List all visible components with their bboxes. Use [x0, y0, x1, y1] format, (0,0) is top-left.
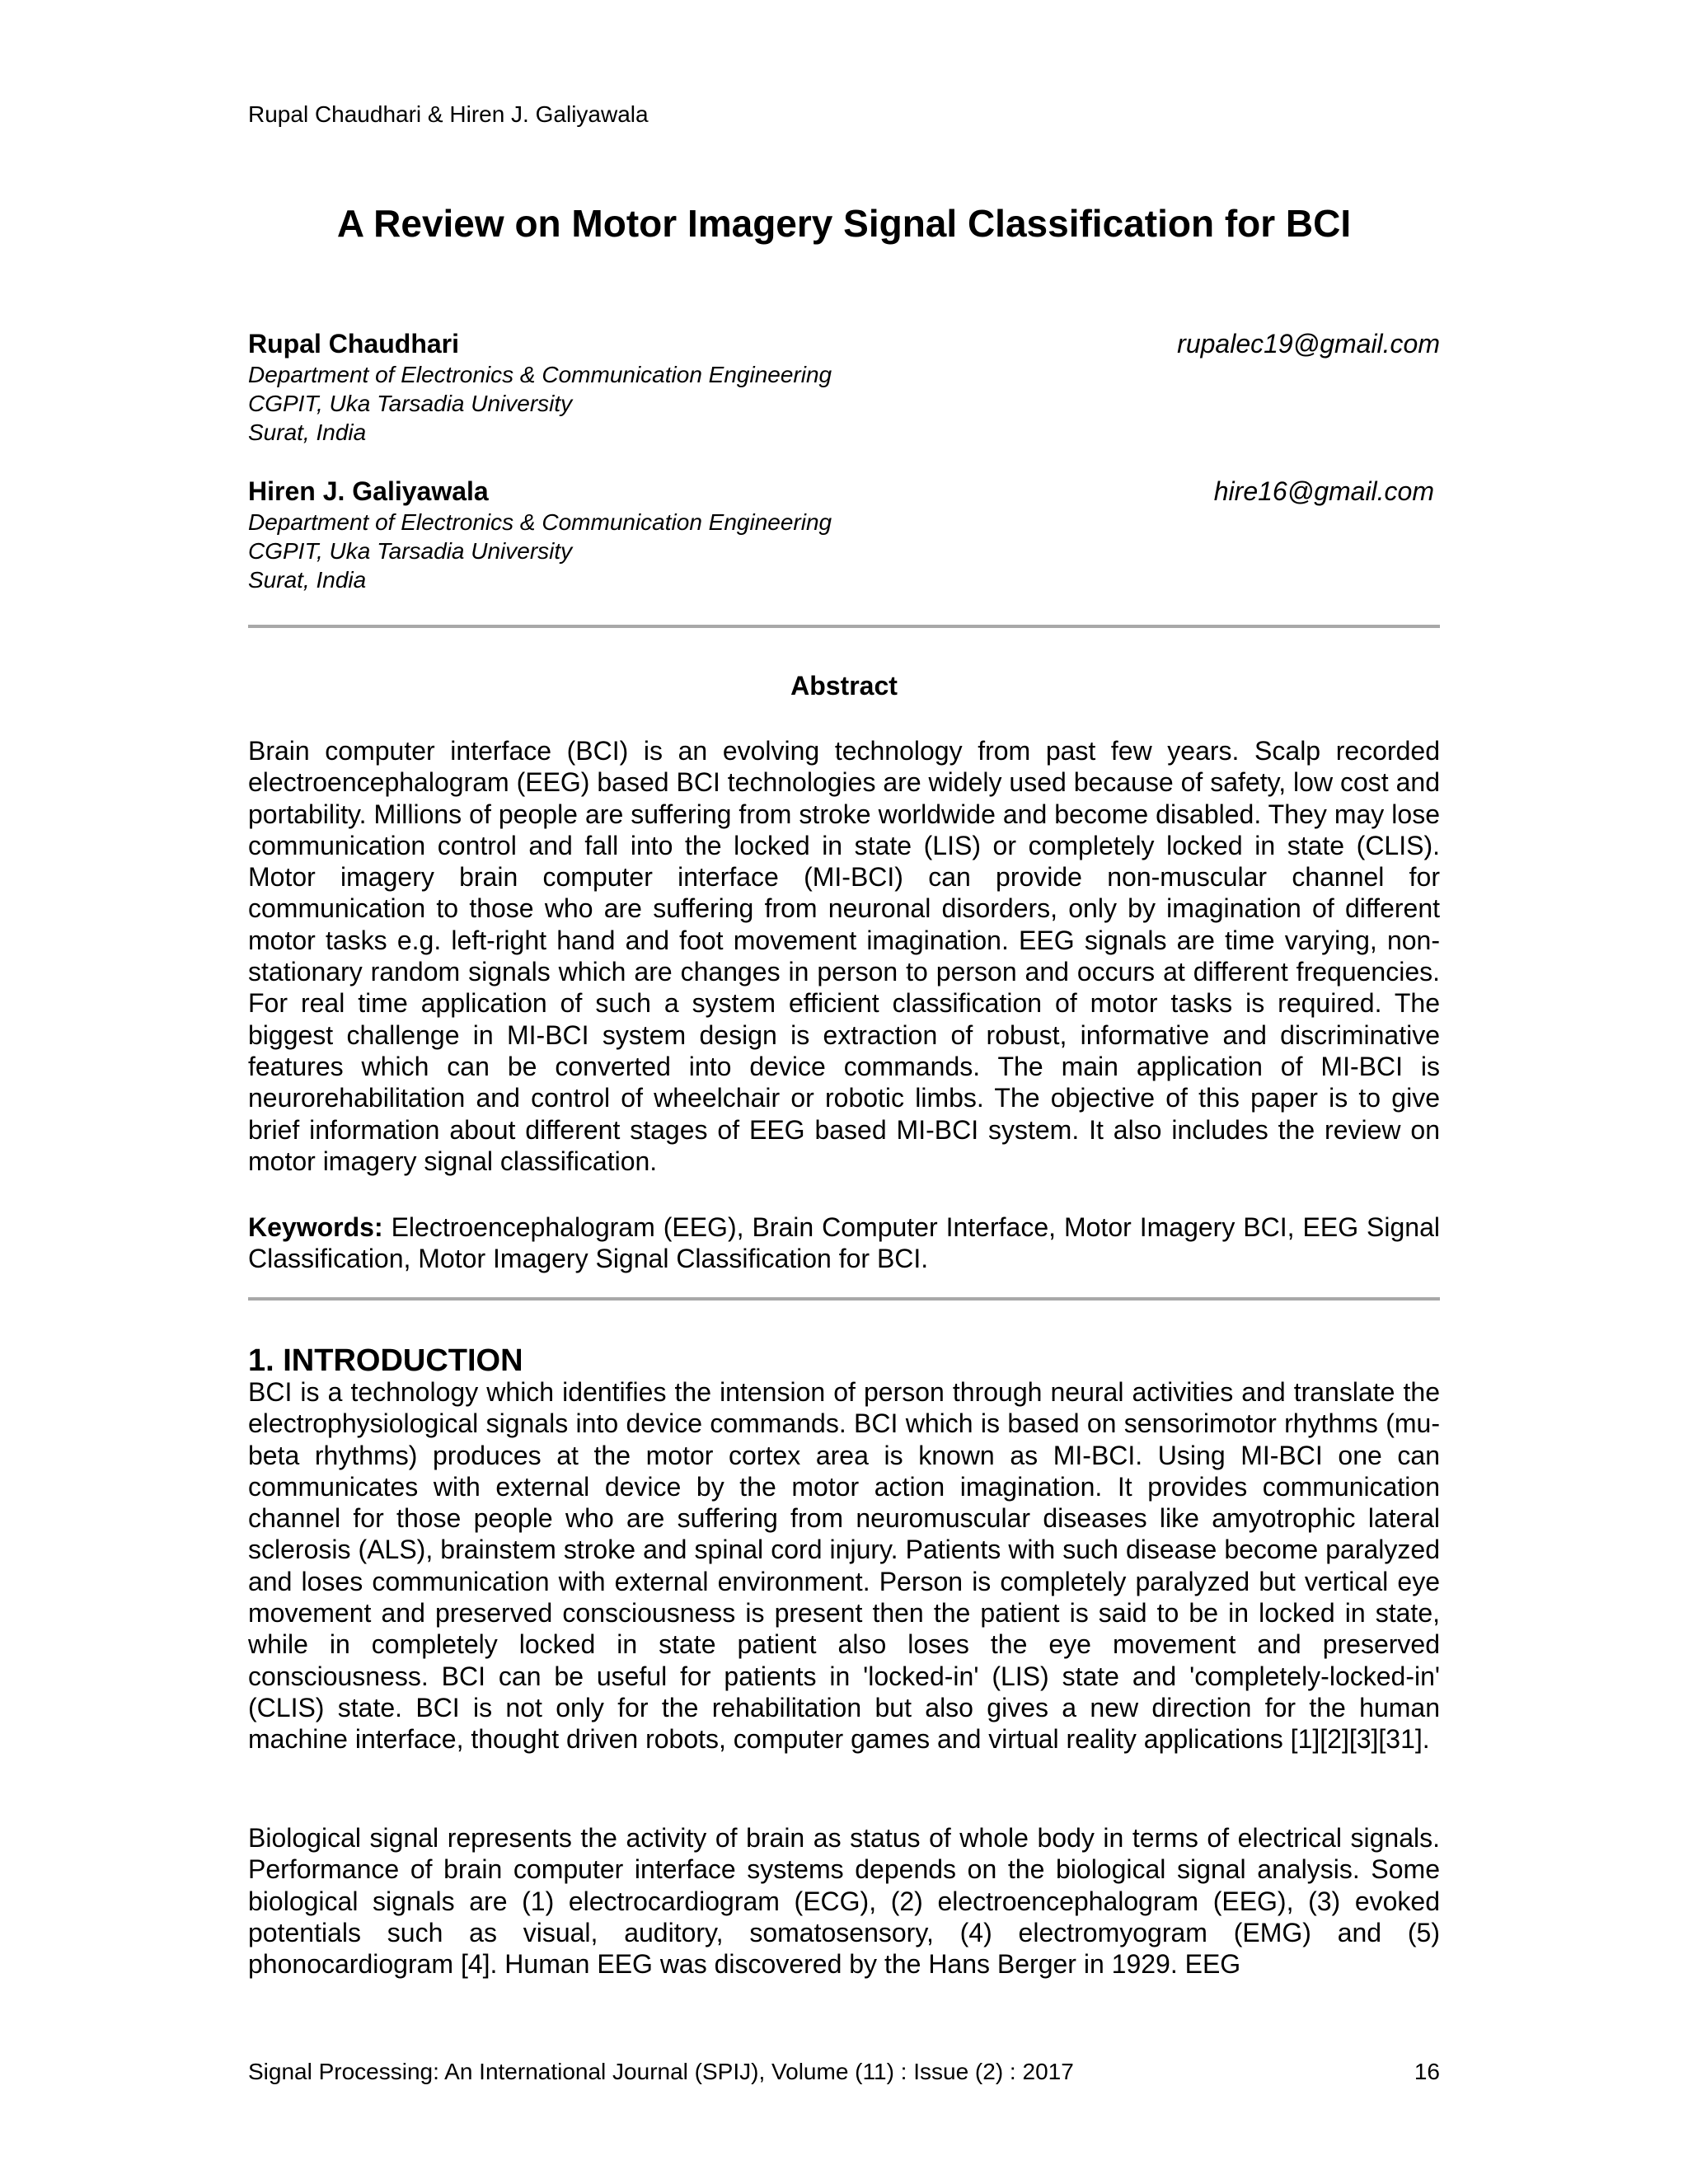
author-email: hire16@gmail.com — [1213, 476, 1434, 506]
paragraph: BCI is a technology which identifies the intension of person through neural activities and translate the electrophysiological signals into device commands. BCI which is based on sensorimotor rhythms (mu-beta rhythms) produces at the motor cortex area is known as MI-BCI. Using MI-BCI one can communicates with external device by the motor action imagination. It provides communication channel for those people who are suffering from neuromuscular diseases like amyotrophic lateral sclerosis (ALS), brainstem stroke and spinal cord injury. Patients with such disease become paralyzed and loses communication with external environment. Person is completely paralyzed but vertical eye movement and preserved consciousness is present then the patient is said to be in locked in state, while in completely locked in state patient also loses the eye movement and preserved consciousness. BCI can be useful for patients in 'locked-in' (LIS) state and 'completely-locked-in' (CLIS) state. BCI is not only for the rehabilitation but also gives a new direction for the human machine interface, thought driven robots, computer games and virtual reality applications [1][2][3][31]. — [248, 1377, 1440, 1755]
running-head: Rupal Chaudhari & Hiren J. Galiyawala — [248, 101, 649, 127]
page-number: 16 — [1414, 2059, 1440, 2084]
keywords-label: Keywords: — [248, 1212, 383, 1242]
paragraph: Biological signal represents the activity of brain as status of whole body in terms of electrical signals. Performance of brain computer interface systems depends on the biological signal analysis. Some biological signals are (1) electrocardiogram (ECG), (2) electroencephalogram (EEG), (3) evoked potentials such as visual, auditory, somatosensory, (4) electromyogram (EMG) and (5) phonocardiogram [4]. Human EEG was discovered by the Hans Berger in 1929. EEG — [248, 1823, 1440, 1980]
keywords-text: Electroencephalogram (EEG), Brain Computer Interface, Motor Imagery BCI, EEG Signal Classification, Motor Imagery Signal Classification for BCI. — [248, 1212, 1441, 1274]
journal-citation: Signal Processing: An International Journal (SPIJ), Volume (11) : Issue (2) : 2017 — [248, 2059, 1074, 2084]
paper-title: A Review on Motor Imagery Signal Classification for BCI — [336, 202, 1352, 245]
author-department: Department of Electronics & Communication Engineering — [248, 509, 832, 535]
abstract-heading: Abstract — [790, 671, 898, 701]
author-institution: CGPIT, Uka Tarsadia University — [248, 538, 573, 564]
abstract-text: Brain computer interface (BCI) is an evolving technology from past few years. Scalp recorded electroencephalogram (EEG) based BCI technologies are widely used because of safety, low cost and portability. Millions of people are suffering from stroke worldwide and become disabled. They may lose communication control and fall into the locked in state (LIS) or completely locked in state (CLIS). Motor imagery brain computer interface (MI-BCI) can provide non-muscular channel for communication to those who are suffering from neuronal disorders, only by imagination of different motor tasks e.g. left-right hand and foot movement imagination. EEG signals are time varying, non-stationary random signals which are changes in person to person and occurs at different frequencies. For real time application of such a system efficient classification of motor tasks is required. The biggest challenge in MI-BCI system design is extraction of robust, informative and discriminative features which can be converted into device commands. The main application of MI-BCI is neurorehabilitation and control of wheelchair or robotic limbs. The objective of this paper is to give brief information about different stages of EEG based MI-BCI system. It also includes the review on motor imagery signal classification. — [248, 736, 1440, 1176]
author-email: rupalec19@gmail.com — [1177, 329, 1440, 359]
divider-bottom — [248, 1297, 1440, 1301]
author-name: Hiren J. Galiyawala — [248, 476, 489, 506]
divider-top — [248, 625, 1440, 628]
author-institution: CGPIT, Uka Tarsadia University — [248, 391, 573, 416]
author-location: Surat, India — [248, 419, 367, 445]
page-footer — [248, 2058, 1440, 2086]
section-heading: 1. INTRODUCTION — [248, 1343, 523, 1378]
author-block — [248, 327, 1440, 447]
author-location: Surat, India — [248, 567, 367, 593]
author-block — [248, 475, 1440, 594]
keywords — [248, 1212, 1440, 1275]
author-department: Department of Electronics & Communication Engineering — [248, 362, 832, 387]
author-name: Rupal Chaudhari — [248, 329, 460, 359]
